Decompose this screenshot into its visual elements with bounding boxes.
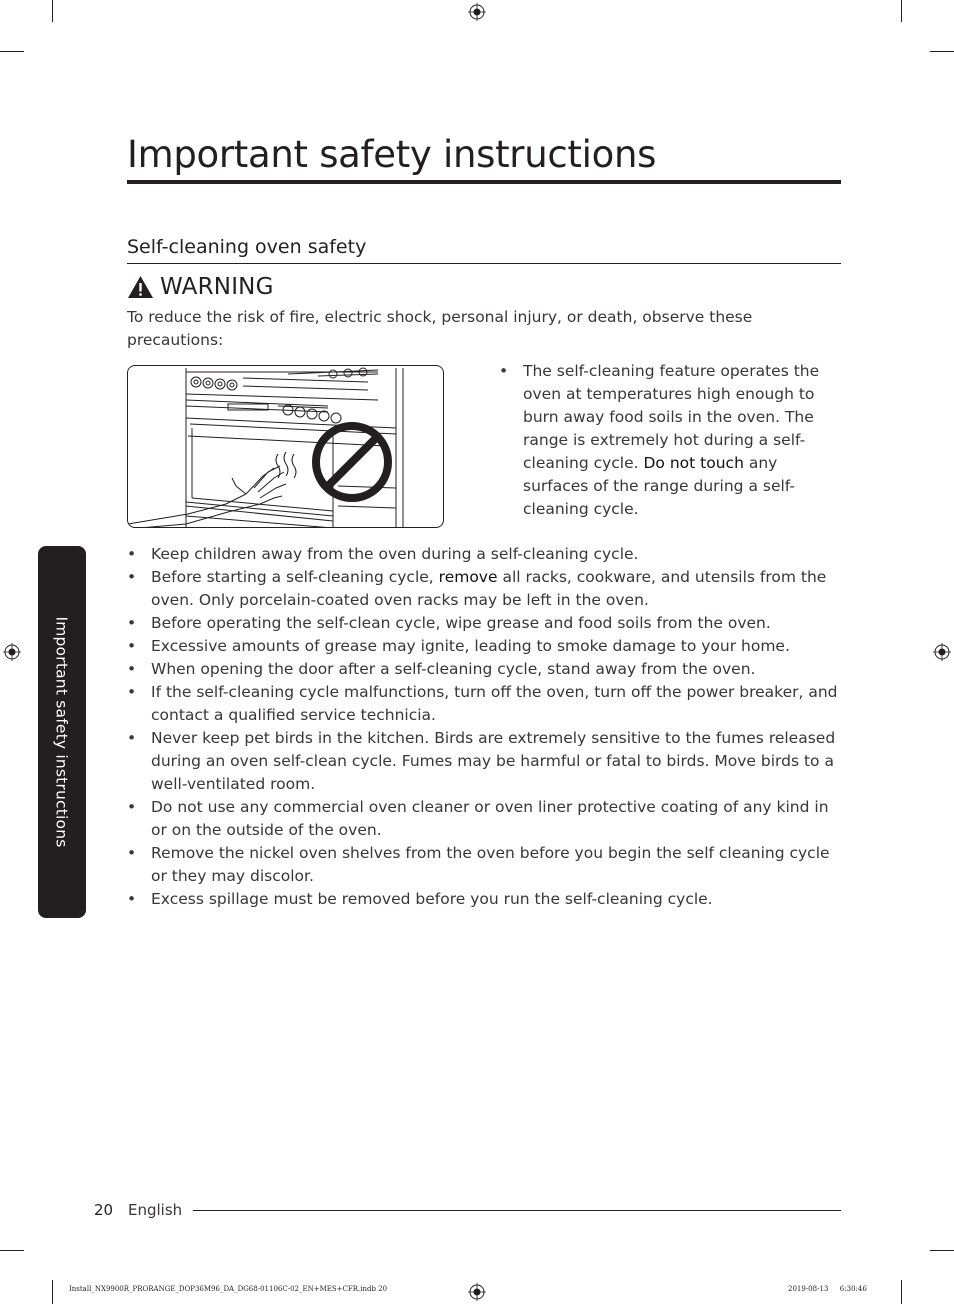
page-title: Important safety instructions (127, 133, 657, 176)
oven-illustration (127, 365, 444, 528)
registration-mark-icon (468, 1283, 486, 1301)
print-slug-date: 2019-08-13 6:30:46 (788, 1285, 867, 1293)
bullet-glyph: • (127, 844, 137, 862)
crop-mark (901, 1280, 902, 1304)
print-slug-file: Install_NX9900R_PRORANGE_DOP36M96_DA_DG68-01106C-02_EN+MES+CFR.indb 20 (69, 1285, 388, 1293)
footer-rule (193, 1210, 841, 1211)
footer-language: English (128, 1201, 183, 1219)
list-item (127, 658, 847, 681)
crop-mark (0, 51, 24, 52)
list-item (499, 360, 844, 521)
crop-mark (52, 1280, 53, 1304)
bullet-glyph: • (127, 614, 137, 632)
title-rule (127, 180, 841, 184)
list-item (127, 543, 847, 566)
warning-heading (127, 272, 274, 302)
bullet-glyph: • (127, 637, 137, 655)
registration-mark-icon (3, 643, 21, 661)
registration-mark-icon (933, 643, 951, 661)
list-item (127, 727, 847, 796)
list-item-text: Before starting a self-cleaning cycle, (151, 568, 439, 586)
chapter-side-tab (38, 546, 86, 918)
list-item (127, 635, 847, 658)
list-item (127, 681, 847, 727)
warning-triangle-icon (127, 275, 154, 299)
bullet-glyph: • (127, 568, 137, 586)
crop-mark (52, 0, 53, 22)
bullet-glyph: • (127, 660, 137, 678)
crop-mark (930, 51, 954, 52)
crop-mark (930, 1250, 954, 1251)
intro-text: To reduce the risk of fire, electric shock, personal injury, or death, observe these precautions: (127, 308, 753, 349)
registration-mark-icon (468, 3, 486, 21)
list-item-text: Remove the nickel oven shelves from the oven before you begin the self cleaning cycle or they may discolor. (151, 844, 830, 885)
bullet-glyph: • (127, 729, 137, 747)
side-tab-label-wrap (38, 546, 86, 918)
warning-label: WARNING (160, 274, 274, 300)
crop-mark (0, 1250, 24, 1251)
oven-drawing (128, 366, 444, 528)
bullet-glyph: • (127, 890, 137, 908)
list-item (127, 566, 847, 612)
list-item-text: If the self-cleaning cycle malfunctions, turn off the oven, turn off the power breaker, and contact a qualified service technicia. (151, 683, 838, 724)
side-tab-label: Important safety instructions (53, 616, 71, 848)
bullet-glyph: • (127, 798, 137, 816)
list-item-emphasis: Do not touch (643, 454, 744, 472)
list-item-text: Never keep pet birds in the kitchen. Birds are extremely sensitive to the fumes released during an oven self-clean cycle. Fumes may be harmful or fatal to birds. Move birds to a well-ventilated room. (151, 729, 836, 793)
prohibition-icon (316, 426, 388, 498)
list-item-text: Keep children away from the oven during a self-cleaning cycle. (151, 545, 639, 563)
side-bullet-list (499, 360, 844, 521)
list-item (127, 796, 847, 842)
list-item-emphasis: remove (438, 568, 498, 586)
list-item-text: Before operating the self-clean cycle, wipe grease and food soils from the oven. (151, 614, 771, 632)
list-item-text: any surfaces of the range during a self-cleaning cycle. (523, 454, 795, 518)
bullet-glyph: • (127, 683, 137, 701)
list-item (127, 612, 847, 635)
bullet-glyph: • (499, 362, 509, 380)
list-item-text: The self-cleaning feature operates the oven at temperatures high enough to burn away food soils in the oven. The range is extremely hot during a self-cleaning cycle. (523, 362, 820, 472)
list-item-text: Excess spillage must be removed before you run the self-cleaning cycle. (151, 890, 713, 908)
section-rule (127, 263, 841, 264)
precautions-list (127, 543, 847, 911)
list-item (127, 842, 847, 888)
page-number: 20 (94, 1201, 114, 1219)
list-item-text: Do not use any commercial oven cleaner or oven liner protective coating of any kind in or on the outside of the oven. (151, 798, 829, 839)
list-item-text: all racks, cookware, and utensils from the oven. Only porcelain-coated oven racks may be left in the oven. (151, 568, 827, 609)
list-item-text: Excessive amounts of grease may ignite, leading to smoke damage to your home. (151, 637, 790, 655)
bullet-glyph: • (127, 545, 137, 563)
section-heading: Self-cleaning oven safety (127, 236, 367, 258)
list-item (127, 888, 847, 911)
crop-mark (901, 0, 902, 22)
list-item-text: When opening the door after a self-cleaning cycle, stand away from the oven. (151, 660, 756, 678)
